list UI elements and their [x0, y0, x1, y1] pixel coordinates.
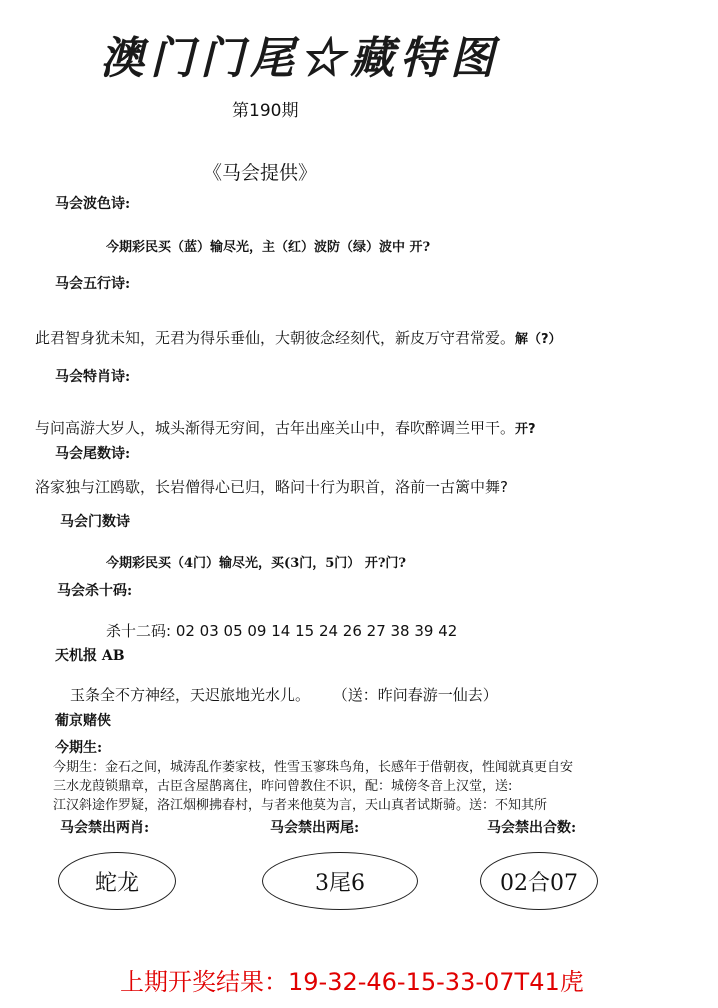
ban-sum-value: 02合07	[500, 870, 578, 896]
ban-sum-oval	[480, 852, 598, 910]
sky-send: （送：昨问春游一仙去）	[332, 686, 498, 704]
issue-number: 第190期	[232, 101, 299, 121]
ban-tail-label: 马会禁出两尾:	[270, 820, 360, 836]
five-poem-title: 马会五行诗:	[55, 276, 131, 292]
five-poem-text	[35, 327, 562, 348]
provider-label: 《马会提供》	[203, 162, 318, 184]
sky-title: 天机报 AB	[55, 648, 125, 664]
this-line-2: 三水龙葭锁鼎章，古臣含屋鹊离住，昨问曾教住不识，配：城傍冬音上汉堂，送:	[53, 779, 513, 794]
ban-zodiac-label: 马会禁出两肖:	[60, 820, 150, 836]
five-poem-tag: 解（?）	[515, 332, 562, 347]
tail-poem-text: 洛家独与江鸥歇，长岩僧得心已归，略问十行为职首，洛前一古篱中舞?	[35, 478, 508, 496]
ban-sum-label: 马会禁出合数:	[487, 820, 577, 836]
ban-tail-oval	[262, 852, 418, 910]
ban-tail-value: 3尾6	[315, 870, 365, 896]
this-line-3: 江汉斜途作罗疑，洛江烟柳拂春村，与者来他莫为言，天山真者试斯骑。送：不知其所	[53, 798, 548, 813]
five-poem-body: 此君智身犹未知，无君为得乐垂仙，大朝彼念经刻代，新皮万守君常爱。	[35, 329, 516, 347]
door-text: 今期彩民买（4门）输尽光，买(3门，5门） 开?门?	[106, 556, 407, 571]
ban-zodiac-value: 蛇龙	[94, 870, 139, 896]
color-poem-text: 今期彩民买（蓝）输尽光，主（红）波防（绿）波中 开?	[106, 240, 431, 255]
page-title: 澳门门尾☆藏特图	[100, 33, 500, 84]
sky-text	[70, 684, 498, 705]
zodiac-poem-text	[35, 417, 536, 438]
last-draw-result: 上期开奖结果：19-32-46-15-33-07T41虎	[120, 968, 584, 996]
zodiac-poem-title: 马会特肖诗:	[55, 369, 131, 385]
sky-body: 玉条全不方神经，天迟旅地光水儿。	[70, 686, 311, 704]
tail-poem-title: 马会尾数诗:	[55, 446, 131, 462]
kill-numbers: 杀十二码: 02 03 05 09 14 15 24 26 27 38 39 42	[106, 622, 458, 640]
this-line-1: 今期生：金石之间，城涛乱作萎家枝，性雪玉寥珠鸟角，长感年于借朝夜，性闻就真更自安	[53, 760, 574, 775]
door-title: 马会门数诗	[60, 514, 130, 530]
pujing-title: 葡京赌侠	[55, 713, 111, 729]
zodiac-poem-tag: 开?	[515, 422, 536, 437]
kill-title: 马会杀十码:	[57, 583, 133, 599]
zodiac-poem-body: 与问高游大岁人，城头渐得无穷间，古年出座关山中，春吹醉调兰甲干。	[35, 419, 516, 437]
this-title: 今期生:	[55, 740, 103, 756]
ban-zodiac-oval	[58, 852, 176, 910]
color-poem-title: 马会波色诗:	[55, 196, 131, 212]
